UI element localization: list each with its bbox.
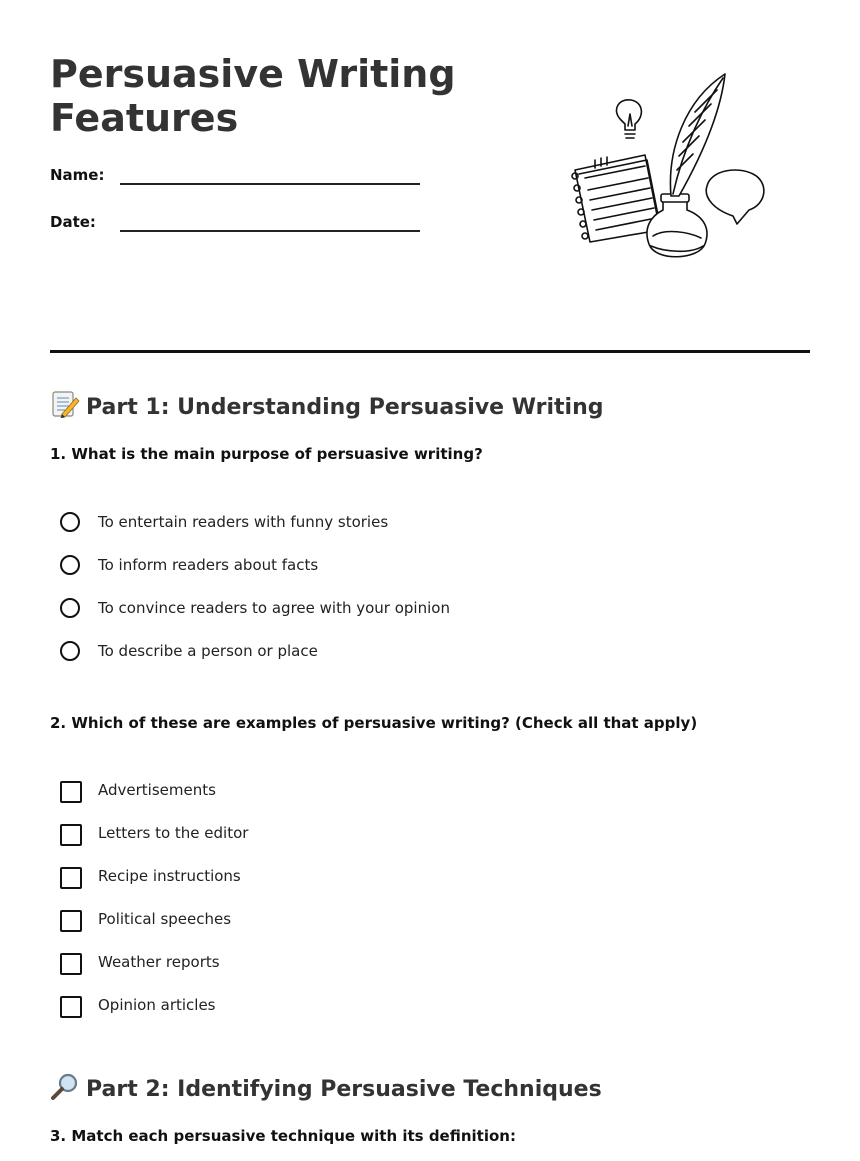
q2-option-4[interactable] [60,909,660,933]
q1-radio-1[interactable] [60,512,80,532]
part1-heading-text: Part 1: Understanding Persuasive Writing [86,395,604,420]
q1-option-1-label: To entertain readers with funny stories [98,513,389,531]
q1-option-4-label: To describe a person or place [98,642,318,660]
q2-option-4-label: Political speeches [98,910,232,928]
date-field[interactable] [50,213,420,237]
memo-icon [50,390,80,418]
part2-heading-text: Part 2: Identifying Persuasive Techniques [86,1077,602,1102]
worksheet-title: Persuasive Writing Features [50,52,456,140]
q2-option-3[interactable] [60,866,660,890]
section-divider [50,350,810,353]
date-line[interactable] [120,230,420,232]
q2-checkbox-4[interactable] [60,910,82,932]
q1-option-1[interactable] [60,512,660,536]
q2-option-6-label: Opinion articles [98,996,216,1014]
q2-checkbox-3[interactable] [60,867,82,889]
lightbulb-icon [616,100,641,138]
q2-option-5[interactable] [60,952,660,976]
q1-radio-3[interactable] [60,598,80,618]
part2-heading [50,1072,602,1104]
q2-checkbox-1[interactable] [60,781,82,803]
q1-option-2[interactable] [60,555,660,579]
q2-option-5-label: Weather reports [98,953,220,971]
speech-bubble-icon [706,170,764,224]
name-line[interactable] [120,183,420,185]
part1-heading [50,390,603,422]
magnifier-icon [50,1072,80,1100]
question-3: 3. Match each persuasive technique with its definition: [50,1127,516,1145]
q1-option-4[interactable] [60,641,660,665]
q2-checkbox-5[interactable] [60,953,82,975]
q2-option-1-label: Advertisements [98,781,216,799]
q2-option-1[interactable] [60,780,660,804]
q2-option-2[interactable] [60,823,660,847]
q2-checkbox-6[interactable] [60,996,82,1018]
q2-option-6[interactable] [60,995,660,1019]
q2-option-2-label: Letters to the editor [98,824,249,842]
question-2: 2. Which of these are examples of persuasive writing? (Check all that apply) [50,714,698,732]
date-label: Date: [50,213,96,231]
q1-option-3[interactable] [60,598,660,622]
writing-illustration [565,70,770,270]
q1-option-2-label: To inform readers about facts [98,556,319,574]
question-1: 1. What is the main purpose of persuasive writing? [50,445,483,463]
name-field[interactable] [50,166,420,190]
q2-option-3-label: Recipe instructions [98,867,241,885]
q1-radio-2[interactable] [60,555,80,575]
name-label: Name: [50,166,105,184]
q2-checkbox-2[interactable] [60,824,82,846]
q1-option-3-label: To convince readers to agree with your opinion [98,599,450,617]
q1-radio-4[interactable] [60,641,80,661]
